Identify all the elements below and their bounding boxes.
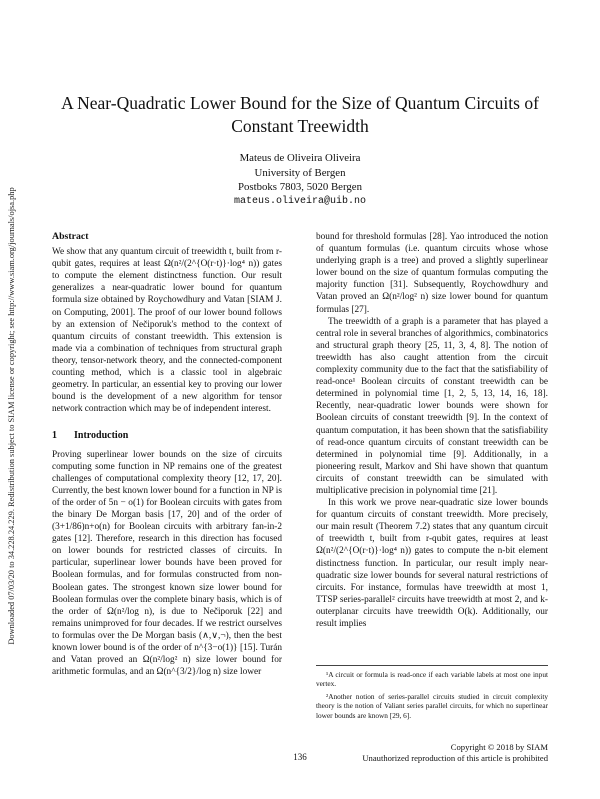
left-column [52, 231, 282, 678]
copyright-line-2: Unauthorized reproduction of this article is prohibited [362, 752, 548, 763]
intro-paragraph-right-1: bound for threshold formulas [28]. Yao introduced the notion of quantum formulas (i.e. quantum circuits whose whose underlying graph is a tree) and proved a slightly superlinear lower bound on the size of quantum formulas computing the majority function [31]. Subsequently, Roychowdhury and Vatan proved an Ω(n²/log² n) size lower bound for quantum formulas [27]. [316, 232, 548, 315]
title-line-1: A Near-Quadratic Lower Bound for the Size of Quantum Circuits of [61, 93, 539, 113]
section-title: Introduction [74, 430, 129, 442]
author-name: Mateus de Oliveira Oliveira [239, 152, 361, 164]
footnote-2: ²Another notion of series-parallel circuits studied in circuit complexity theory is the notion of Valiant series parallel circuits, for which no superlinear lower bounds are known [29, 6]. [316, 691, 548, 720]
page-number: 136 [293, 752, 307, 762]
abstract-text: We show that any quantum circuit of treewidth t, built from r-qubit gates, requires at least Ω(n²/(2^{O(r·t)}·log⁴ n)) gates to compute the element distinctness function. Our result generalizes a near-quadratic lower bound for quantum formula size obtained by Roychowdhury and Vatan [SIAM J. on Computing, 2001]. The proof of our lower bound follows by an extension of Nečiporuk's method to the context of quantum circuits of constant treewidth. This extension is made via a combination of techniques from structural graph theory, tensor-network theory, and the connected-component counting method, which is a classic tool in algebraic geometry. In particular, an essential key to proving our lower bound is the development of a new algorithm for tensor network contraction which may be of independent interest. [52, 247, 282, 415]
paper-title [40, 92, 560, 138]
intro-paragraph-right-3: In this work we prove near-quadratic size lower bounds for quantum circuits of constant treewidth. More precisely, our main result (Theorem 7.2) states that any quantum circuit of treewidth t, built from r-qubit gates, requires at least Ω(n²/(2^{O(r·t)}·log⁴ n)) gates to compute the n-bit element distinctness function. In particular, our result imply near-quadratic size lower bounds for several natural restrictions of circuits. For instance, formulas have treewidth at most 1, TTSP series-parallel² circuits have treewidth at most 2, and k-outerplanar circuits have treewidth O(k). Additionally, our result implies [316, 498, 548, 629]
intro-paragraph-right-2: The treewidth of a graph is a parameter that has played a central role in several branches of algorithmics, combinatorics and structural graph theory [25, 11, 3, 4, 8]. The notion of treewidth has also caught attention from the circuit complexity community due to the fact that the satisfiability of read-once¹ Boolean circuits of constant treewidth can be determined in polynomial time [1, 2, 5, 13, 14, 16, 18]. Recently, near-quadratic lower bounds were shown for Boolean circuits of constant treewidth [9]. In the context of quantum computation, it has been shown that the satisfiability of read-once quantum circuits of constant treewidth can be determined in polynomial time [9]. Additionally, in a pioneering result, Markov and Shi have shown that quantum circuits of constant treewidth can be simulated with multiplicative precision in polynomial time [21]. [316, 316, 548, 496]
intro-paragraph-left: Proving superlinear lower bounds on the size of circuits computing some function in NP remains one of the greatest challenges of computational complexity theory [12, 17, 20]. Currently, the best known lower bound for a function in NP is of the order of 5n − o(1) for Boolean circuits with gates from the binary De Morgan basis [17, 20] and of the order of (3+1/86)n+o(n) for Boolean circuits with arbitrary fan-in-2 gates [12]. Therefore, research in this direction has focused on lower bounds for restricted classes of circuits. In particular, superlinear lower bounds have been proved for Boolean formulas, and for formulas constructed from non-Boolean gates. The strongest known size lower bound for Boolean formulas over the complete binary basis, which is of the order of Ω(n²/log n), is due to Nečiporuk [22] and remains unimproved for four decades. If we restrict ourselves to formulas over the De Morgan basis (∧,∨,¬), then the best known lower bound is of the order of n^{3−o(1)} [15]. Turán and Vatan proved an Ω(n²/log² n) size lower bound for arithmetic formulas, and an Ω(n^{3/2}/log n) size lower [52, 449, 282, 678]
abstract-heading: Abstract [52, 231, 89, 242]
author-block [0, 151, 600, 209]
footnote-1: ¹A circuit or formula is read-once if each variable labels at most one input vertex. [316, 670, 548, 689]
right-column [316, 231, 548, 630]
footnotes [316, 665, 548, 723]
download-sidebar-note: Downloaded 07/03/20 to 34.228.24.229. Redistribution subject to SIAM license or copyright; see http://www.siam.org/journals/ojsa.php [7, 187, 16, 645]
copyright-line-1: Copyright © 2018 by SIAM [450, 742, 548, 752]
section-heading [52, 430, 282, 442]
title-line-2: Constant Treewidth [231, 116, 369, 136]
section-number: 1 [52, 430, 57, 442]
author-email[interactable]: mateus.oliveira@uib.no [233, 195, 367, 207]
author-address: Postboks 7803, 5020 Bergen [238, 181, 362, 193]
author-affiliation: University of Bergen [254, 166, 346, 179]
